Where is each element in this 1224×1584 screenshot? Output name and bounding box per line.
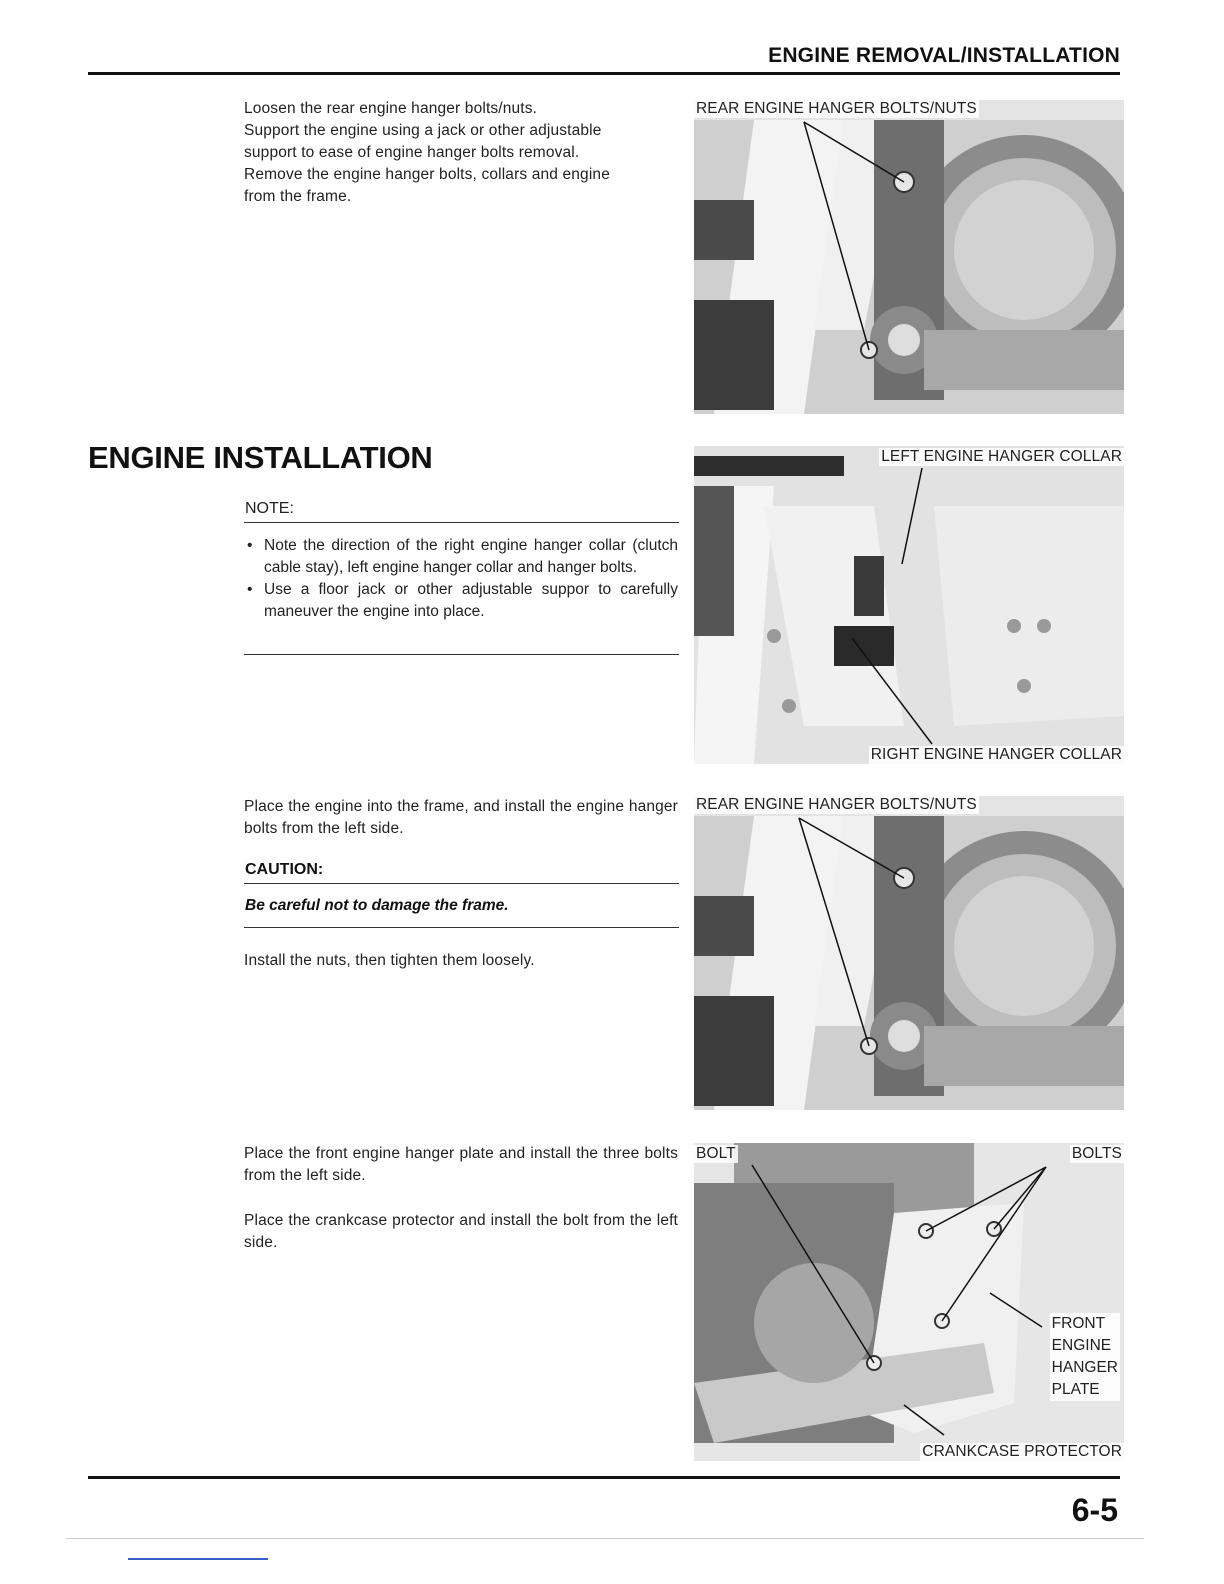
- page-header-title: ENGINE REMOVAL/INSTALLATION: [768, 44, 1120, 67]
- note-text: Note the direction of the right engine hanger collar (clutch cable stay), left engine hanger collar and hanger bolts.: [264, 537, 678, 576]
- link-underline: [128, 1558, 268, 1560]
- header-rule: [88, 72, 1120, 75]
- caution-label: CAUTION:: [245, 861, 324, 878]
- plate-label-line: FRONT: [1051, 1315, 1106, 1332]
- bullet: •: [247, 537, 253, 554]
- footer-rule: [88, 1476, 1120, 1479]
- page-number: 6-5: [1071, 1492, 1118, 1528]
- crankcase-text: Place the crankcase protector and install the bolt from the left side.: [244, 1212, 678, 1251]
- removal-line: Loosen the rear engine hanger bolts/nuts.: [244, 100, 538, 117]
- plate-label-line: ENGINE: [1051, 1337, 1112, 1354]
- figure-label-bolts: BOLTS: [1071, 1145, 1122, 1162]
- figure-hanger-collars: [694, 446, 1124, 764]
- plate-label-line: HANGER: [1051, 1359, 1118, 1376]
- figure-label: REAR ENGINE HANGER BOLTS/NUTS: [696, 796, 977, 813]
- removal-paragraph: [244, 98, 678, 208]
- install-nuts-text: Install the nuts, then tighten them loosely.: [244, 952, 535, 969]
- scan-edge-line: [66, 1538, 1144, 1539]
- place-engine-paragraph: [244, 796, 678, 840]
- figure-label-protector: CRANKCASE PROTECTOR: [922, 1443, 1122, 1460]
- figure-label-bottom: RIGHT ENGINE HANGER COLLAR: [870, 746, 1122, 763]
- note-top-rule: [244, 522, 679, 523]
- note-item: [244, 579, 678, 623]
- place-engine-text: Place the engine into the frame, and install the engine hanger bolts from the left side.: [244, 798, 678, 837]
- figure-front-plate-protector: [694, 1143, 1124, 1461]
- caution-text: Be careful not to damage the frame.: [245, 897, 509, 914]
- plate-label-line: PLATE: [1051, 1381, 1100, 1398]
- crankcase-photo-illustration: [694, 1143, 1124, 1461]
- front-plate-text: Place the front engine hanger plate and install the three bolts from the left side.: [244, 1145, 678, 1184]
- caution-top-rule: [244, 883, 679, 884]
- figure-label-bolt: BOLT: [696, 1145, 736, 1162]
- figure-rear-hanger-bolts: [694, 100, 1124, 414]
- frame-photo-illustration: [694, 446, 1124, 764]
- removal-line: support to ease of engine hanger bolts removal.: [244, 144, 580, 161]
- figure-label-top: LEFT ENGINE HANGER COLLAR: [881, 448, 1122, 465]
- note-list: [244, 535, 678, 623]
- removal-line: from the frame.: [244, 188, 352, 205]
- removal-line: Remove the engine hanger bolts, collars and engine: [244, 166, 610, 183]
- note-text: Use a floor jack or other adjustable suppor to carefully maneuver the engine into place.: [264, 581, 678, 620]
- note-label: NOTE:: [245, 500, 294, 517]
- note-bottom-rule: [244, 654, 679, 655]
- note-item: [244, 535, 678, 579]
- figure-label: REAR ENGINE HANGER BOLTS/NUTS: [696, 100, 977, 117]
- bullet: •: [247, 581, 253, 598]
- caution-bottom-rule: [244, 927, 679, 928]
- section-title: ENGINE INSTALLATION: [88, 440, 433, 475]
- install-nuts-paragraph: [244, 950, 678, 972]
- front-plate-paragraph: [244, 1143, 678, 1187]
- crankcase-paragraph: [244, 1210, 678, 1254]
- removal-line: Support the engine using a jack or other adjustable: [244, 122, 602, 139]
- figure-label-plate: [1050, 1313, 1120, 1401]
- figure-rear-hanger-bolts-install: [694, 796, 1124, 1110]
- engine-photo-illustration: [694, 796, 1124, 1110]
- engine-photo-illustration: [694, 100, 1124, 414]
